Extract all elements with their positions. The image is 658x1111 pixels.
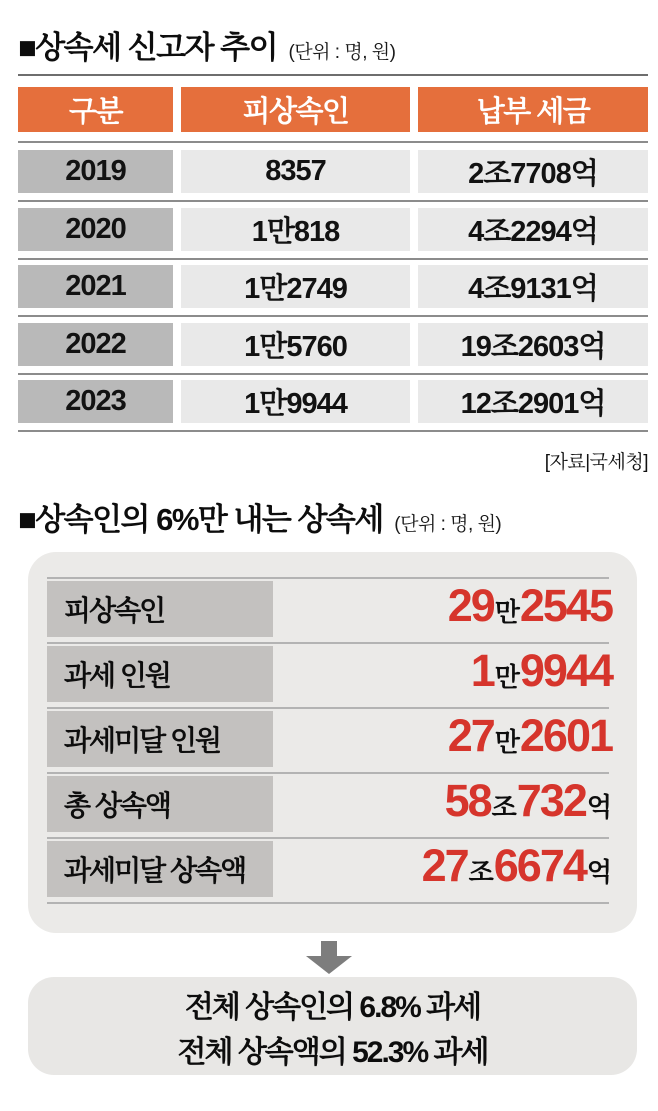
- year-cell: 2022: [18, 323, 173, 366]
- section2-unit-note: (단위 : 명, 원): [394, 514, 502, 535]
- stat-label: 피상속인: [47, 581, 273, 637]
- stat-value: [447, 710, 612, 761]
- stat-row: [47, 841, 612, 897]
- stat-value: [421, 840, 612, 891]
- table-header-rule: [18, 141, 648, 143]
- decedents-cell: 1만5760: [181, 323, 410, 366]
- stat-value-number: 58: [444, 775, 491, 826]
- stat-label: 과세 인원: [47, 646, 273, 702]
- stat-value-unit: 조: [468, 857, 493, 887]
- year-cell: 2020: [18, 208, 173, 251]
- stat-row: [47, 711, 612, 767]
- down-arrow-shaft: [321, 941, 337, 957]
- stat-value-unit: 만: [494, 662, 519, 692]
- stat-value: [470, 645, 612, 696]
- table-row-2021: [18, 265, 648, 308]
- section1-title: [18, 22, 395, 67]
- stat-row: [47, 646, 612, 702]
- stats-separator: [47, 837, 609, 839]
- tax-paid-cell: 12조2901억: [418, 380, 648, 423]
- summary-line-2: 전체 상속액의 52.3% 과세: [177, 1035, 488, 1069]
- year-cell: 2021: [18, 265, 173, 308]
- stat-row: [47, 581, 612, 637]
- table-row-separator: [18, 200, 648, 202]
- stat-value: [447, 580, 612, 631]
- table-row-separator: [18, 430, 648, 432]
- stats-separator: [47, 772, 609, 774]
- stat-row: [47, 776, 612, 832]
- section1-title-text: ■상속세 신고자 추이: [18, 30, 278, 65]
- stat-value: [444, 775, 612, 826]
- summary-panel: [28, 977, 637, 1075]
- tax-paid-cell: 4조9131억: [418, 265, 648, 308]
- stat-label: 과세미달 상속액: [47, 841, 273, 897]
- stat-label: 과세미달 인원: [47, 711, 273, 767]
- stat-value-unit: 만: [494, 727, 519, 757]
- table-header-cell-2: 납부 세금: [418, 87, 648, 132]
- table-row-2019: [18, 150, 648, 193]
- table-row-separator: [18, 258, 648, 260]
- stats-panel: [28, 552, 637, 933]
- section2-title-text: ■상속인의 6%만 내는 상속세: [18, 502, 383, 537]
- stats-separator: [47, 577, 609, 579]
- table-row-2023: [18, 380, 648, 423]
- data-source-credit: [자료|국세청]: [544, 452, 648, 473]
- decedents-cell: 1만2749: [181, 265, 410, 308]
- stat-value-unit: 억: [586, 857, 611, 887]
- stat-value-number: 2601: [519, 710, 612, 761]
- tax-paid-cell: 4조2294억: [418, 208, 648, 251]
- stat-value-number: 6674: [493, 840, 586, 891]
- stat-value-number: 732: [516, 775, 586, 826]
- year-cell: 2019: [18, 150, 173, 193]
- stat-label: 총 상속액: [47, 776, 273, 832]
- stat-value-number: 1: [470, 645, 494, 696]
- stats-separator: [47, 642, 609, 644]
- table-row-2022: [18, 323, 648, 366]
- stat-value-number: 2545: [519, 580, 612, 631]
- table-row-separator: [18, 315, 648, 317]
- table-header-cell-1: 피상속인: [181, 87, 410, 132]
- section2-title: [18, 494, 501, 539]
- stat-value-number: 27: [421, 840, 468, 891]
- table-row-2020: [18, 208, 648, 251]
- stat-value-unit: 만: [494, 597, 519, 627]
- down-arrow-head: [306, 956, 352, 974]
- decedents-cell: 8357: [181, 150, 410, 193]
- summary-line-1: 전체 상속인의 6.8% 과세: [184, 990, 481, 1024]
- stat-value-unit: 조: [491, 792, 516, 822]
- tax-paid-cell: 2조7708억: [418, 150, 648, 193]
- year-cell: 2023: [18, 380, 173, 423]
- stats-separator: [47, 902, 609, 904]
- stat-value-number: 9944: [519, 645, 612, 696]
- stats-separator: [47, 707, 609, 709]
- stat-value-unit: 억: [586, 792, 611, 822]
- stat-value-number: 29: [447, 580, 494, 631]
- table-top-rule: [18, 74, 648, 76]
- table-header-row: [18, 87, 648, 132]
- decedents-cell: 1만9944: [181, 380, 410, 423]
- tax-paid-cell: 19조2603억: [418, 323, 648, 366]
- stat-value-number: 27: [447, 710, 494, 761]
- table-header-cell-0: 구분: [18, 87, 173, 132]
- section1-unit-note: (단위 : 명, 원): [288, 42, 396, 63]
- decedents-cell: 1만818: [181, 208, 410, 251]
- table-row-separator: [18, 373, 648, 375]
